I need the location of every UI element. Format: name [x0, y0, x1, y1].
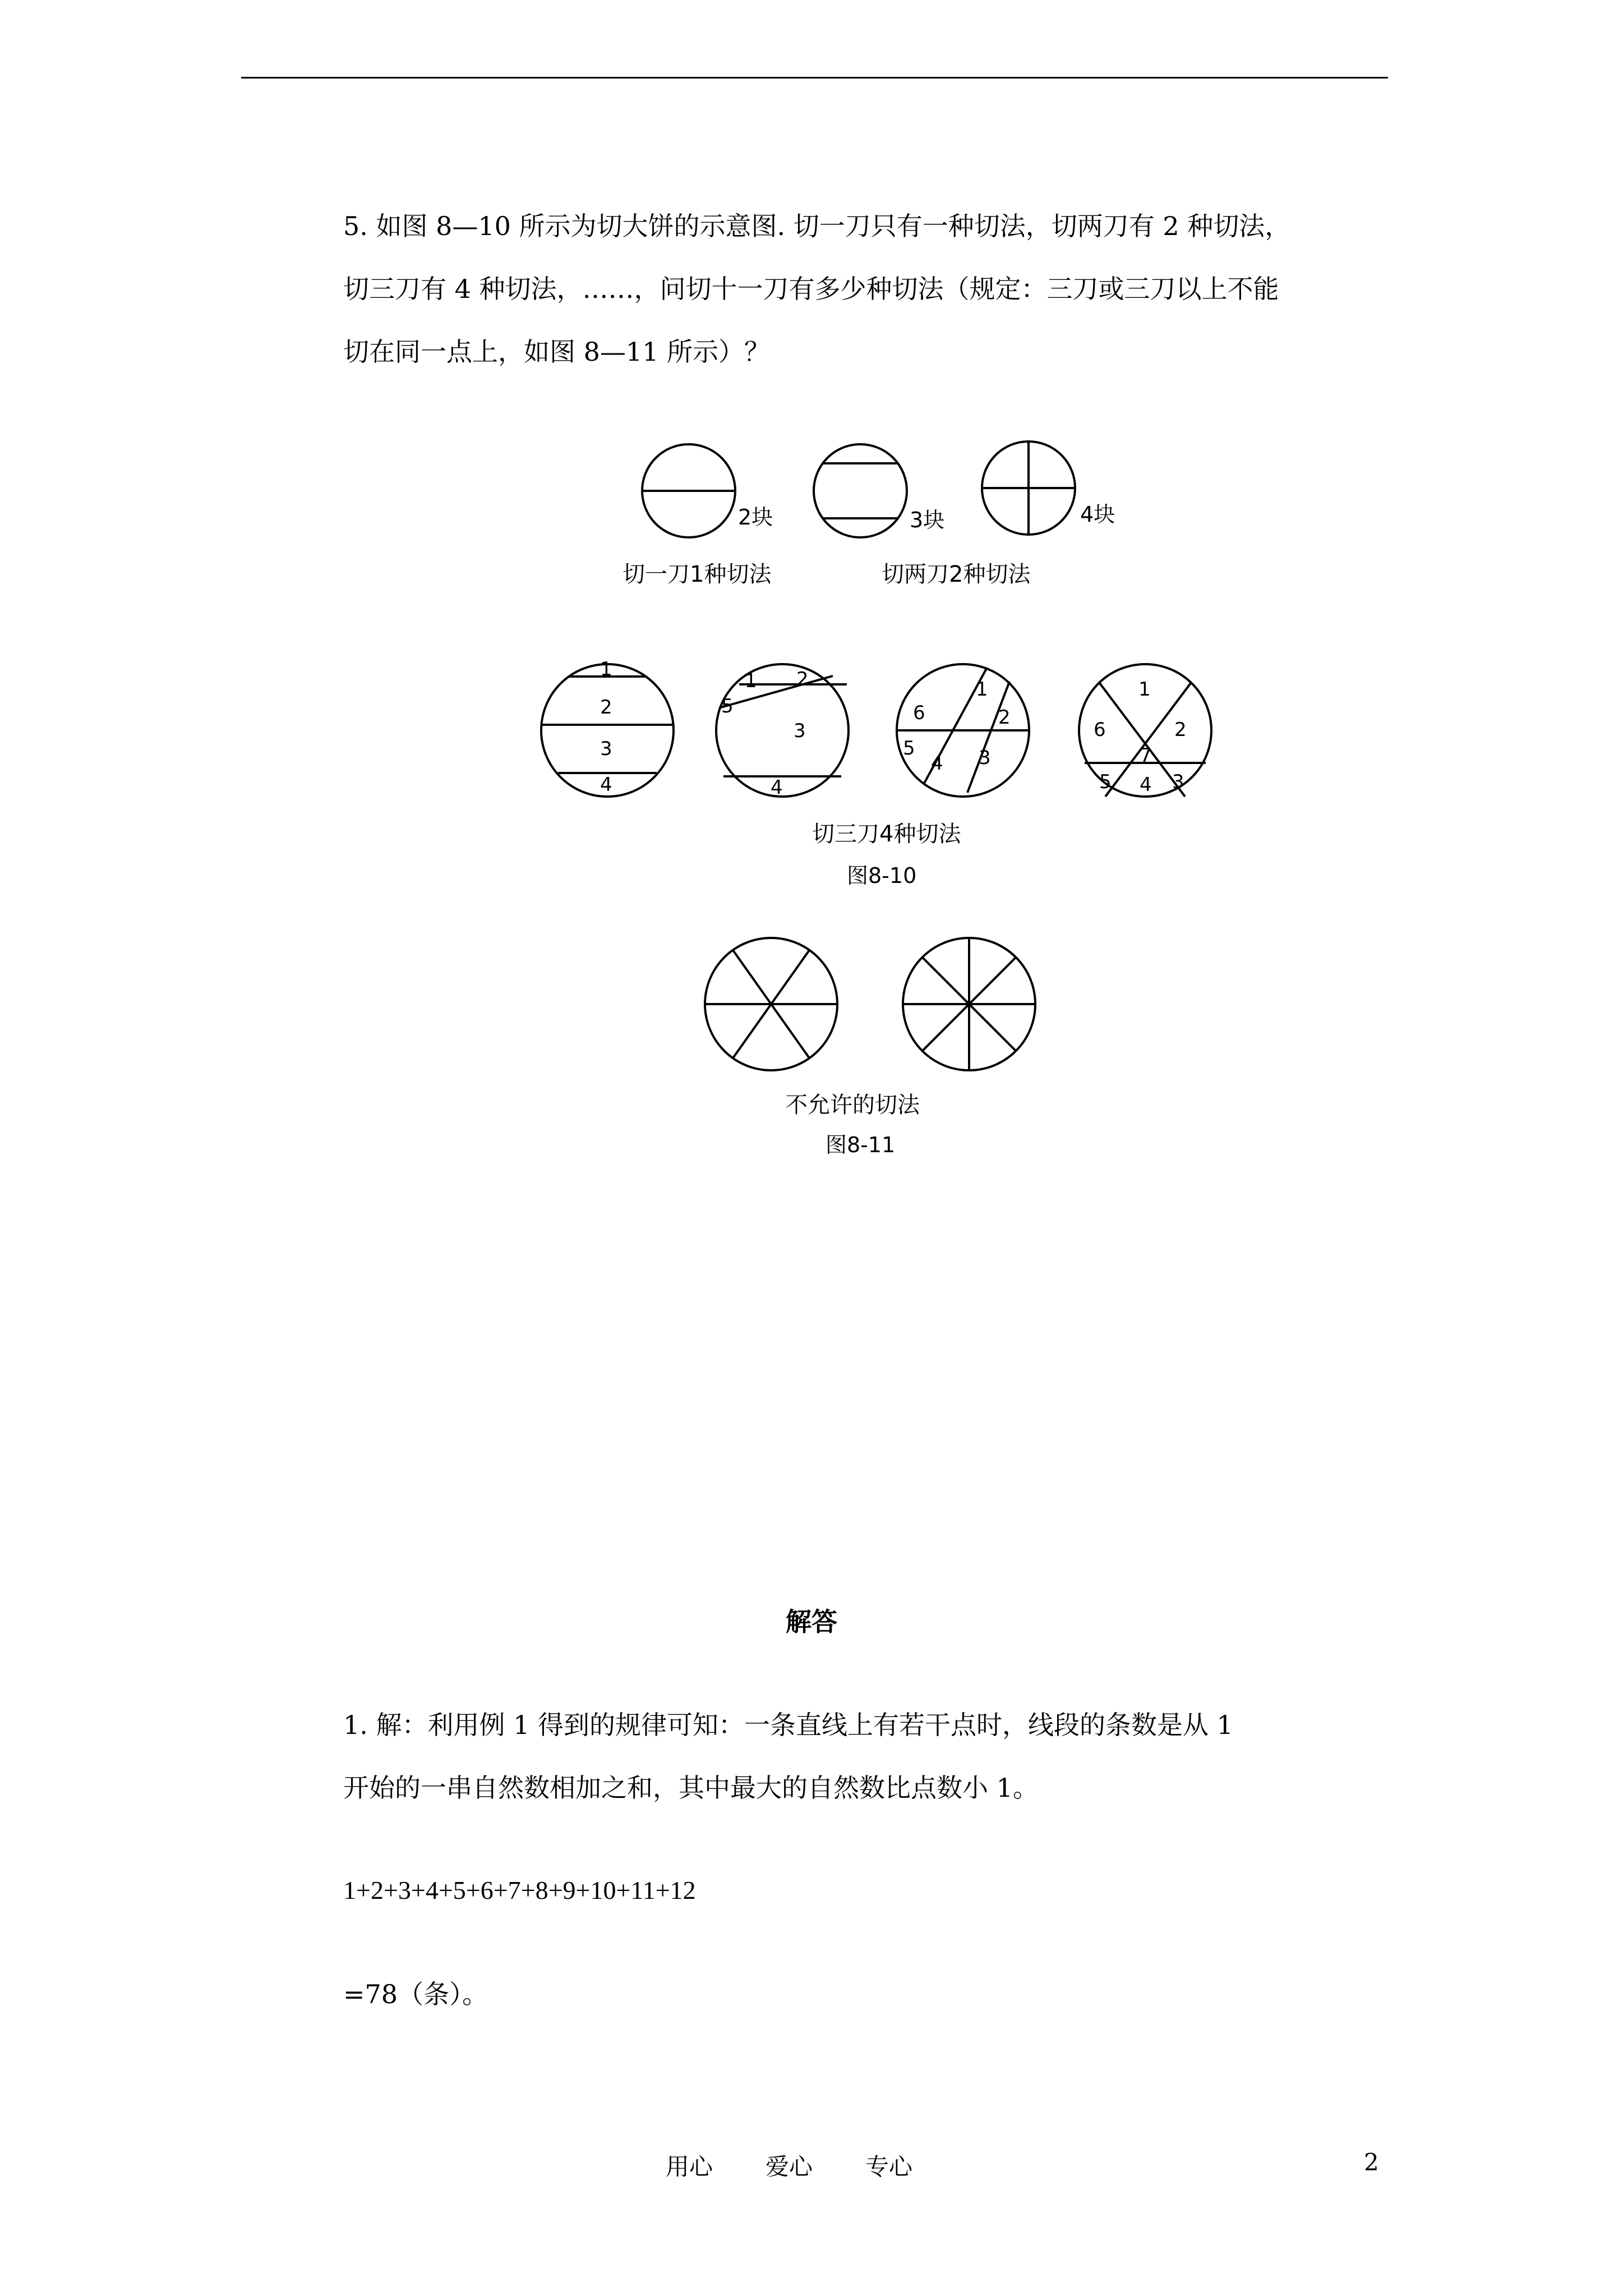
answers-title: 解答	[786, 1607, 837, 1637]
circle-four-cuts-same-point	[903, 938, 1035, 1070]
c3-region-5: 5	[903, 737, 915, 760]
problem-5-line-2: 切三刀有 4 种切法，……，问切十一刀有多少种切法（规定：三刀或三刀以上不能	[343, 274, 1279, 304]
c2-region-4: 4	[771, 776, 783, 799]
c3-region-1: 1	[976, 678, 988, 701]
caption-not-allowed: 不允许的切法	[785, 1092, 920, 1118]
figure-8-10-label: 图8-10	[847, 863, 917, 888]
circle-two-parallel-cuts	[814, 444, 907, 537]
label-4-pieces: 4块	[1080, 502, 1115, 527]
answer-1-line-1: 1. 解：利用例 1 得到的规律可知：一条直线上有若干点时，线段的条数是从 1	[343, 1710, 1233, 1740]
answer-1-result: =78（条）。	[343, 1979, 488, 2009]
c4-region-7: 7	[1140, 744, 1152, 767]
c2-region-5: 5	[721, 695, 734, 717]
c4-region-5: 5	[1099, 771, 1112, 793]
c3-region-4: 4	[931, 752, 943, 775]
page-number: 2	[1364, 2148, 1379, 2176]
c1-region-4: 4	[600, 774, 612, 796]
footer-text-1: 用心	[666, 2153, 713, 2180]
c3-region-2: 2	[998, 706, 1011, 729]
footer-text-3: 专心	[865, 2153, 913, 2180]
c3-region-6: 6	[913, 702, 925, 724]
caption-one-cut: 切一刀1种切法	[623, 562, 772, 587]
circle-three-cuts-one-crossing-two	[897, 664, 1029, 797]
c1-region-2: 2	[600, 696, 612, 719]
c1-region-3: 3	[600, 738, 612, 760]
circle-one-cut	[642, 444, 735, 537]
caption-two-cuts: 切两刀2种切法	[882, 562, 1031, 587]
circle-three-cuts-same-point	[705, 938, 837, 1070]
circle-two-cross-cuts	[982, 441, 1075, 535]
c3-region-3: 3	[979, 747, 991, 769]
figure-8-11-label: 图8-11	[826, 1133, 896, 1157]
caption-three-cuts: 切三刀4种切法	[812, 821, 961, 847]
c2-region-2: 2	[796, 668, 809, 691]
c4-region-1: 1	[1138, 678, 1151, 701]
c2-region-3: 3	[794, 720, 806, 742]
footer-text-2: 爱心	[766, 2153, 813, 2180]
c2-region-1: 1	[745, 670, 757, 692]
c4-region-2: 2	[1174, 719, 1187, 741]
c4-region-6: 6	[1094, 719, 1106, 741]
problem-5-line-3: 切在同一点上，如图 8—11 所示）？	[343, 337, 771, 367]
label-3-pieces: 3块	[910, 508, 945, 532]
answer-1-expression: 1+2+3+4+5+6+7+8+9+10+11+12	[343, 1876, 696, 1904]
c4-region-4: 4	[1140, 774, 1152, 796]
label-2-pieces: 2块	[738, 505, 773, 530]
problem-5-line-1: 5. 如图 8—10 所示为切大饼的示意图. 切一刀只有一种切法，切两刀有 2 种切法，	[343, 211, 1291, 241]
answer-1-line-2: 开始的一串自然数相加之和，其中最大的自然数比点数小 1。	[343, 1773, 1039, 1803]
c4-region-3: 3	[1172, 771, 1184, 793]
c1-region-1: 1	[600, 658, 612, 680]
